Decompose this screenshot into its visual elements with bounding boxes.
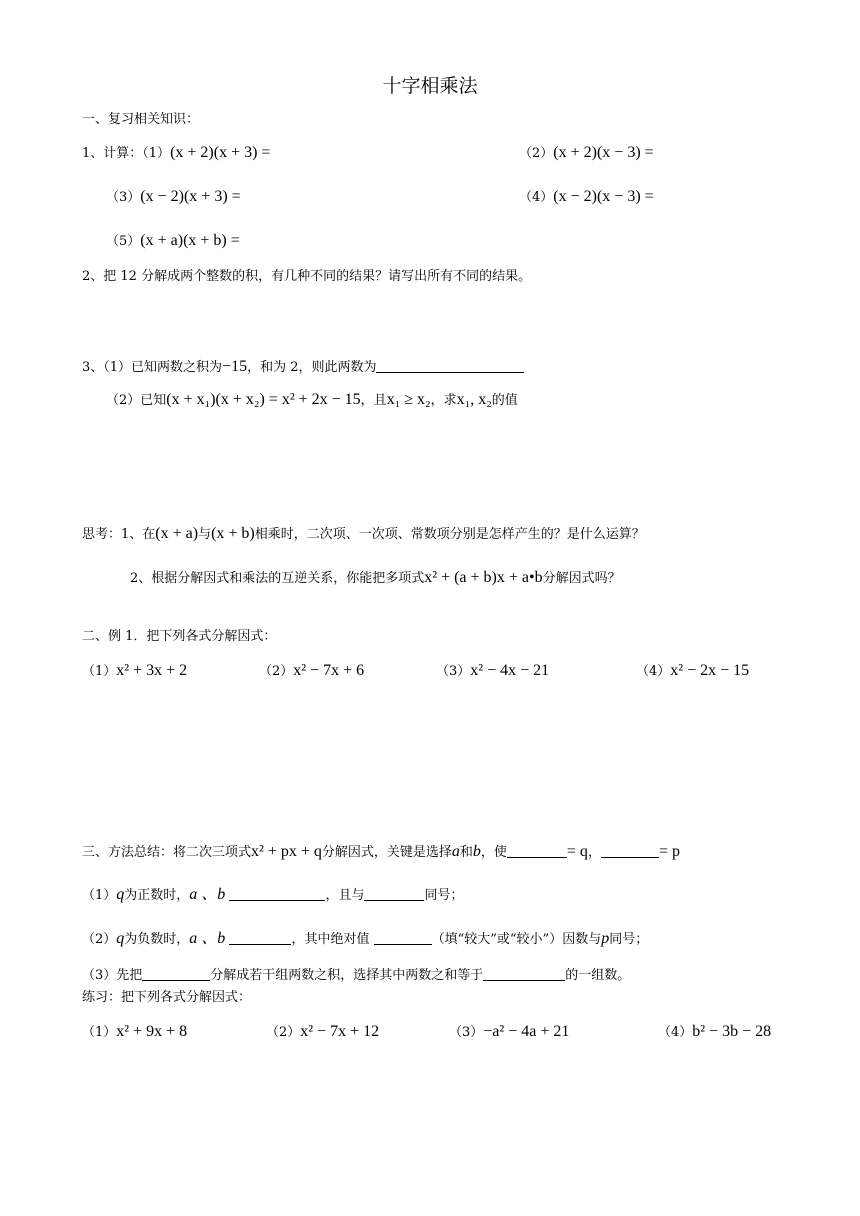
method-text-a: 三、方法总结：将二次三项式 [82,845,252,860]
q1-item-1-expr: (x + 2)(x + 3) = [170,144,271,161]
think-2-text-b: 分解因式吗？ [542,571,621,586]
practice-heading: 练习：把下列各式分解因式： [82,990,252,1005]
method-sep: ， [587,845,601,860]
example-item-3 [436,662,549,681]
method-text-c: 和 [459,845,473,860]
example-item-4 [636,662,749,681]
method-text-b: 分解因式，关键是选择 [321,845,452,860]
rule-1-text-a: 为正数时， [124,888,190,903]
q1-item-4 [519,188,654,207]
q1-item-3-expr: (x − 2)(x + 3) = [140,188,241,205]
rule-2-q: q [116,930,125,947]
rule-2-p: p [601,930,610,947]
q1-line-1 [82,144,270,163]
method-text-d: ，使 [480,845,507,860]
example-1-expr: x² + 3x + 2 [116,662,188,679]
q3-part-1-text-a: 3、（1）已知两数之积为 [82,360,223,375]
think-1-expr-1: (x + a) [155,525,199,542]
think-1-text-b: 与 [198,527,212,542]
q3-part-2 [106,391,518,410]
q3-part-1 [82,358,524,377]
rule-3-text-a: （3）先把 [82,968,143,983]
q3-part-2-variables: x₁, x₂ [456,391,492,408]
think-1-text-c: 相乘时，二次项、一次项、常数项分别是怎样产生的？是什么运算？ [254,527,645,542]
rule-2-text-d: 同号； [609,932,649,947]
example-item-2 [259,662,364,681]
q2-text: 2、把 12 分解成两个整数的积，有几种不同的结果？请写出所有不同的结果。 [82,269,532,284]
rule-3-blank-2 [483,966,565,981]
method-var-a: a [451,843,460,860]
rule-2-vars: a 、b [189,930,226,947]
example-4-num: （4） [636,664,671,679]
think-line-1 [82,525,645,544]
practice-3-expr: −a² − 4a + 21 [483,1023,570,1040]
think-1-text-a: 思考：1、在 [82,527,156,542]
method-blank-2 [601,843,659,858]
example-1-num: （1） [82,664,117,679]
practice-2-num: （2） [266,1025,301,1040]
q3-part-2-text-b: ，且 [360,393,387,408]
q1-item-4-expr: (x − 2)(x − 3) = [553,188,654,205]
practice-item-4 [658,1023,771,1042]
rule-2-blank-1 [229,930,291,945]
section-2-heading: 二、例 1．把下列各式分解因式： [82,629,277,644]
method-summary-line [82,843,680,862]
q3-part-2-condition: x₁ ≥ x₂ [386,391,431,408]
think-2-expr: x² + (a + b)x + a•b [424,569,543,586]
section-1-heading: 一、复习相关知识： [82,112,200,127]
rule-2-text-c: （填“较大”或“较小”）因数与 [431,932,602,947]
rule-1-vars: a 、b [189,886,226,903]
q1-item-5-expr: (x + a)(x + b) = [140,232,240,249]
practice-2-expr: x² − 7x + 12 [300,1023,380,1040]
example-4-expr: x² − 2x − 15 [670,662,750,679]
example-3-expr: x² − 4x − 21 [470,662,550,679]
rule-1-text-b: ，且与 [325,888,365,903]
method-blank-1 [507,843,567,858]
example-3-num: （3） [436,664,471,679]
q3-part-1-text-b: ，和为 2，则此两数为 [247,360,377,375]
method-eq-p: = p [658,843,680,860]
practice-item-2 [266,1023,379,1042]
q1-item-3 [106,188,241,207]
q3-part-2-text-a: （2）已知 [106,393,167,408]
rule-1 [82,886,463,905]
rule-1-text-c: 同号； [424,888,464,903]
q1-item-5 [106,232,240,251]
example-2-expr: x² − 7x + 6 [293,662,365,679]
q1-label: 1、计算： [82,146,143,161]
rule-1-q: q [116,886,125,903]
practice-3-num: （3） [449,1025,484,1040]
rule-1-num: （1） [82,888,117,903]
worksheet-title: 十字相乘法 [382,75,478,97]
rule-3-text-b: 分解成若干组两数之积，选择其中两数之和等于 [210,968,484,983]
practice-4-num: （4） [658,1025,693,1040]
q3-part-2-text-c: ，求 [430,393,457,408]
practice-item-1 [82,1023,187,1042]
practice-1-num: （1） [82,1025,117,1040]
think-2-text-a: 2、根据分解因式和乘法的互逆关系，你能把多项式 [130,571,425,586]
rule-2 [82,930,648,949]
q1-item-2-num: （2） [519,146,554,161]
rule-2-num: （2） [82,932,117,947]
q1-item-1-num: （1） [142,146,171,161]
rule-3 [82,966,630,985]
q1-item-5-num: （5） [106,234,141,249]
practice-4-expr: b² − 3b − 28 [692,1023,772,1040]
practice-item-3 [449,1023,569,1042]
rule-2-blank-2 [374,930,432,945]
q3-answer-blank [376,358,524,373]
method-var-b: b [472,843,481,860]
q1-item-4-num: （4） [519,190,554,205]
q3-part-2-text-d: 的值 [491,393,518,408]
rule-3-text-c: 的一组数。 [565,968,631,983]
q1-item-2-expr: (x + 2)(x − 3) = [553,144,654,161]
rule-3-blank-1 [142,966,210,981]
rule-1-blank-2 [364,886,424,901]
rule-1-blank-1 [229,886,325,901]
rule-2-text-b: ，其中绝对值 [291,932,370,947]
example-2-num: （2） [259,664,294,679]
practice-1-expr: x² + 9x + 8 [116,1023,188,1040]
q3-product-value: −15 [222,358,248,375]
q3-part-2-equation: (x + x₁)(x + x₂) = x² + 2x − 15 [166,391,361,408]
think-1-expr-2: (x + b) [211,525,255,542]
rule-2-text-a: 为负数时， [124,932,190,947]
example-item-1 [82,662,187,681]
q1-item-3-num: （3） [106,190,141,205]
method-eq-q: = q [566,843,588,860]
think-line-2 [130,569,621,588]
q1-item-2 [519,144,654,163]
method-trinomial: x² + px + q [251,843,322,860]
